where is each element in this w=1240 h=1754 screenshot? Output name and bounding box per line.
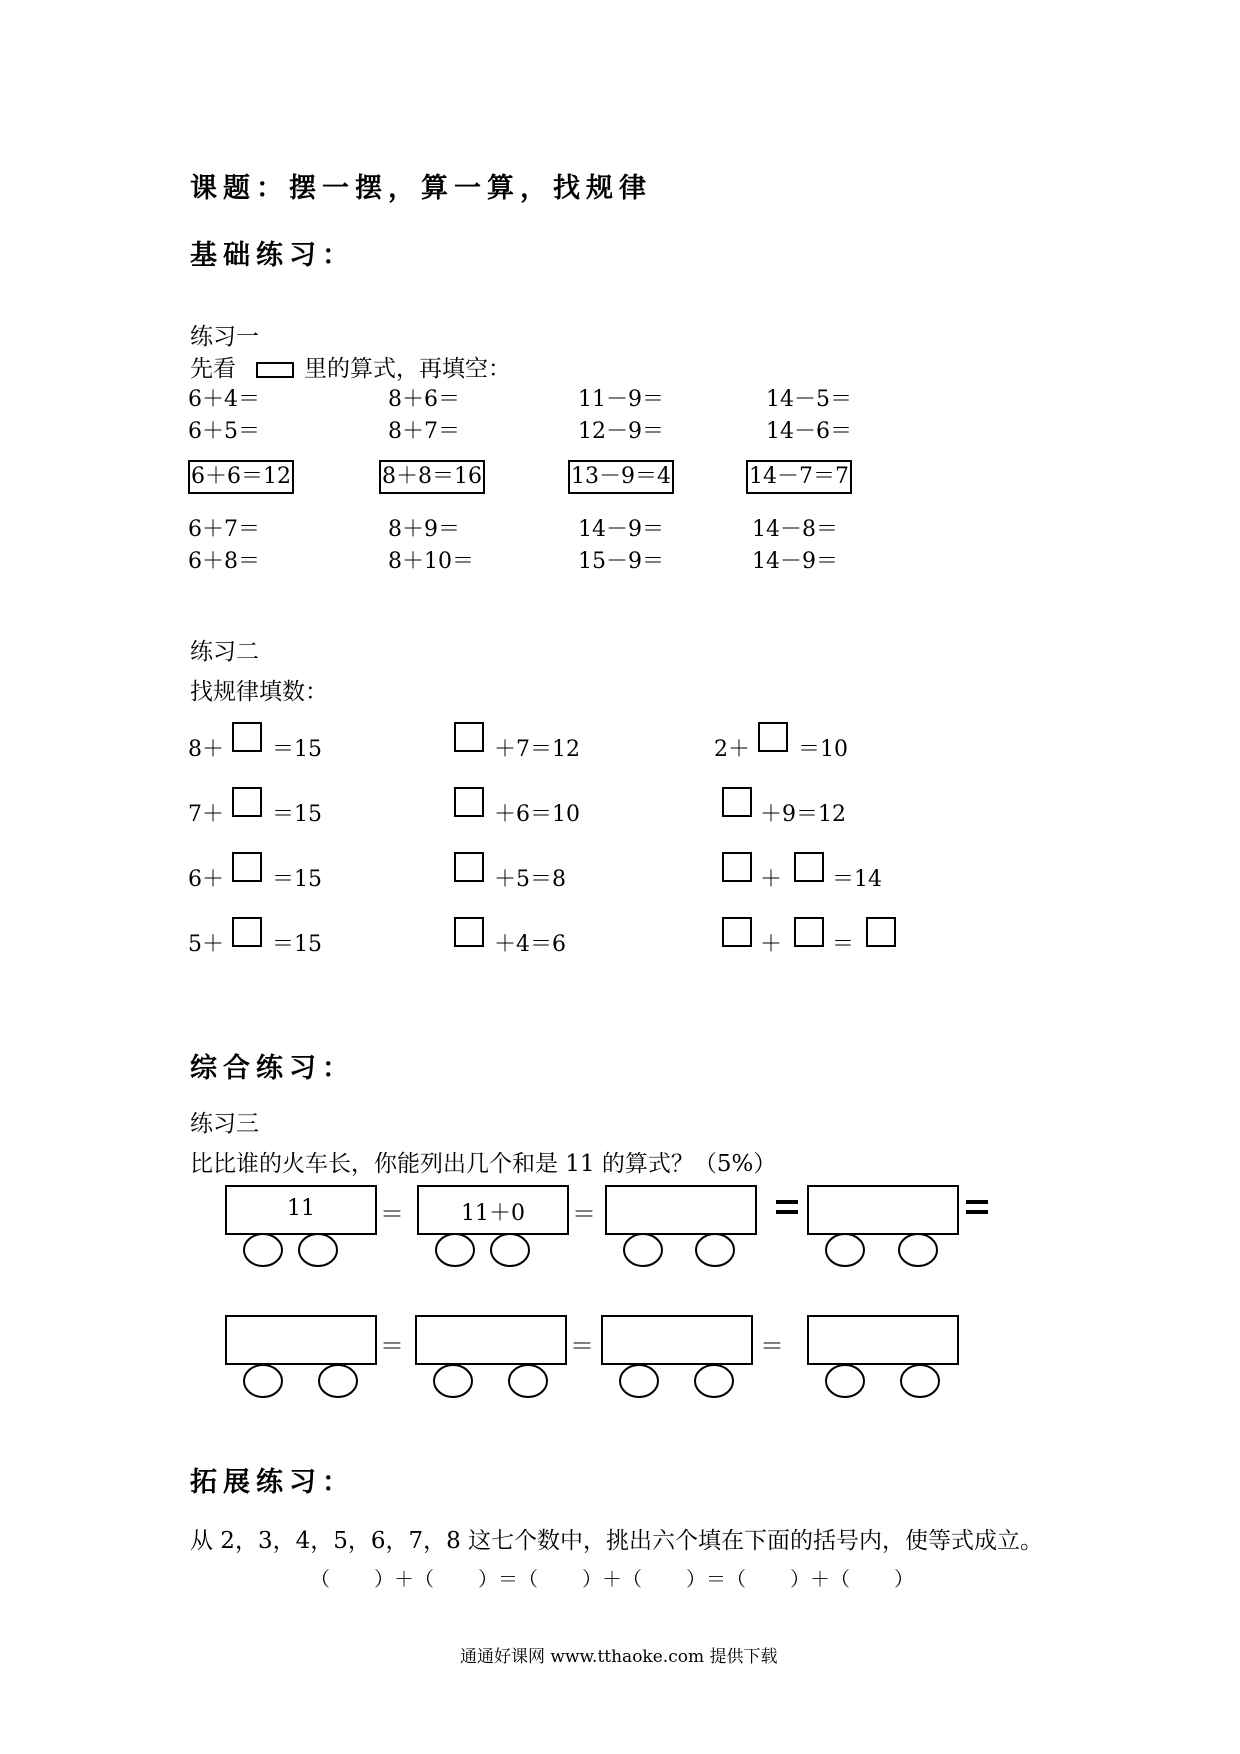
equation: 14－6＝ <box>766 419 852 444</box>
train-wheel <box>624 1234 662 1266</box>
boxed-equation: 13－9＝4 <box>568 460 674 494</box>
boxed-equation: 6＋6＝12 <box>188 460 294 494</box>
equals-sign: ＝ <box>570 1332 594 1360</box>
exercise-3-instruction: 比比谁的火车长，你能列出几个和是 11 的算式？（5%） <box>190 1151 777 1177</box>
train-car-value: 11＋0 <box>461 1201 525 1226</box>
extension-instruction: 从 2，3，4，5，6，7，8 这七个数中，挑出六个填在下面的括号内，使等式成立。 <box>190 1528 1044 1554</box>
train-wheel <box>695 1365 733 1397</box>
exercise-1-label: 练习一 <box>190 324 259 350</box>
equation: 8＋6＝ <box>388 387 460 412</box>
train-wheel <box>826 1365 864 1397</box>
equation: 8＋9＝ <box>388 517 460 542</box>
plus-sign: ＋ <box>760 867 783 892</box>
train-wheel <box>509 1365 547 1397</box>
section-heading-comprehensive: 综合练习： <box>190 1053 355 1084</box>
equation-suffix: ＝15 <box>272 802 322 827</box>
paren-plus: ）＋（ <box>374 1567 434 1591</box>
equation-prefix: 6＋ <box>188 867 224 892</box>
equation: 12－9＝ <box>578 419 664 444</box>
blank-equation <box>310 1563 914 1592</box>
paren-close: ） <box>894 1567 914 1591</box>
footer-credit: 通通好课网 www.tthaoke.com 提供下载 <box>460 1647 778 1667</box>
equals-sign: ＝ <box>380 1200 404 1228</box>
train-wheel <box>620 1365 658 1397</box>
equation-suffix: ＝15 <box>272 932 322 957</box>
train-wheel <box>901 1365 939 1397</box>
equation: 6＋5＝ <box>188 419 260 444</box>
equation-suffix: ＋6＝10 <box>494 802 580 827</box>
equation-suffix: ＋4＝6 <box>494 932 566 957</box>
equation: 14－5＝ <box>766 387 852 412</box>
equation: 11－9＝ <box>578 387 664 412</box>
instruction-suffix: 里的算式，再填空： <box>304 356 511 382</box>
train-wheel <box>244 1234 282 1266</box>
equals-sign: ＝ <box>380 1332 404 1360</box>
equation: 6＋4＝ <box>188 387 260 412</box>
equation: 15－9＝ <box>578 549 664 574</box>
boxed-equation: 8＋8＝16 <box>379 460 485 494</box>
equation-suffix: ＝14 <box>832 867 882 892</box>
paren-plus: ）＋（ <box>790 1567 850 1591</box>
equation: 8＋7＝ <box>388 419 460 444</box>
equation-suffix: ＝15 <box>272 867 322 892</box>
equals-sign: ＝ <box>832 932 855 957</box>
equation: 14－8＝ <box>752 517 838 542</box>
train-wheel <box>244 1365 282 1397</box>
paren-equals: ）＝（ <box>478 1567 538 1591</box>
paren-plus: ）＋（ <box>582 1567 642 1591</box>
exercise-2-instruction: 找规律填数： <box>190 679 328 705</box>
boxed-equation: 14－7＝7 <box>746 460 852 494</box>
plus-sign: ＋ <box>760 932 783 957</box>
train-wheel <box>899 1234 937 1266</box>
train-wheel <box>434 1365 472 1397</box>
train-car-box <box>808 1316 958 1364</box>
equation: 6＋7＝ <box>188 517 260 542</box>
instruction-prefix: 先看 <box>190 356 236 382</box>
equation-prefix: 7＋ <box>188 802 224 827</box>
equation-prefix: 8＋ <box>188 737 224 762</box>
paren-open: （ <box>310 1567 330 1591</box>
equation: 6＋8＝ <box>188 549 260 574</box>
equation: 8＋10＝ <box>388 549 474 574</box>
equation-suffix: ＋9＝12 <box>760 802 846 827</box>
train-car-box <box>416 1316 566 1364</box>
train-car-box <box>226 1316 376 1364</box>
equation-suffix: ＝15 <box>272 737 322 762</box>
equals-sign: ＝ <box>572 1200 596 1228</box>
train-wheel <box>696 1234 734 1266</box>
page-title: 课题：摆一摆，算一算，找规律 <box>190 173 652 204</box>
train-wheel <box>826 1234 864 1266</box>
section-heading-basic: 基础练习： <box>190 240 355 271</box>
exercise-2-label: 练习二 <box>190 639 259 665</box>
equation-suffix: ＝10 <box>798 737 848 762</box>
train-wheel <box>299 1234 337 1266</box>
equation-suffix: ＋7＝12 <box>494 737 580 762</box>
train-wheel <box>436 1234 474 1266</box>
exercise-3-label: 练习三 <box>190 1111 259 1137</box>
equation: 14－9＝ <box>752 549 838 574</box>
equation-prefix: 2＋ <box>714 737 750 762</box>
train-car-box <box>602 1316 752 1364</box>
paren-equals: ）＝（ <box>686 1567 746 1591</box>
equation-suffix: ＋5＝8 <box>494 867 566 892</box>
equals-sign: ＝ <box>760 1332 784 1360</box>
train-car-value: 11 <box>287 1196 315 1221</box>
train-car-box <box>808 1186 958 1234</box>
section-heading-extension: 拓展练习： <box>190 1467 355 1498</box>
equation: 14－9＝ <box>578 517 664 542</box>
train-wheel <box>491 1234 529 1266</box>
train-wheel <box>319 1365 357 1397</box>
train-car-box <box>606 1186 756 1234</box>
equation-prefix: 5＋ <box>188 932 224 957</box>
